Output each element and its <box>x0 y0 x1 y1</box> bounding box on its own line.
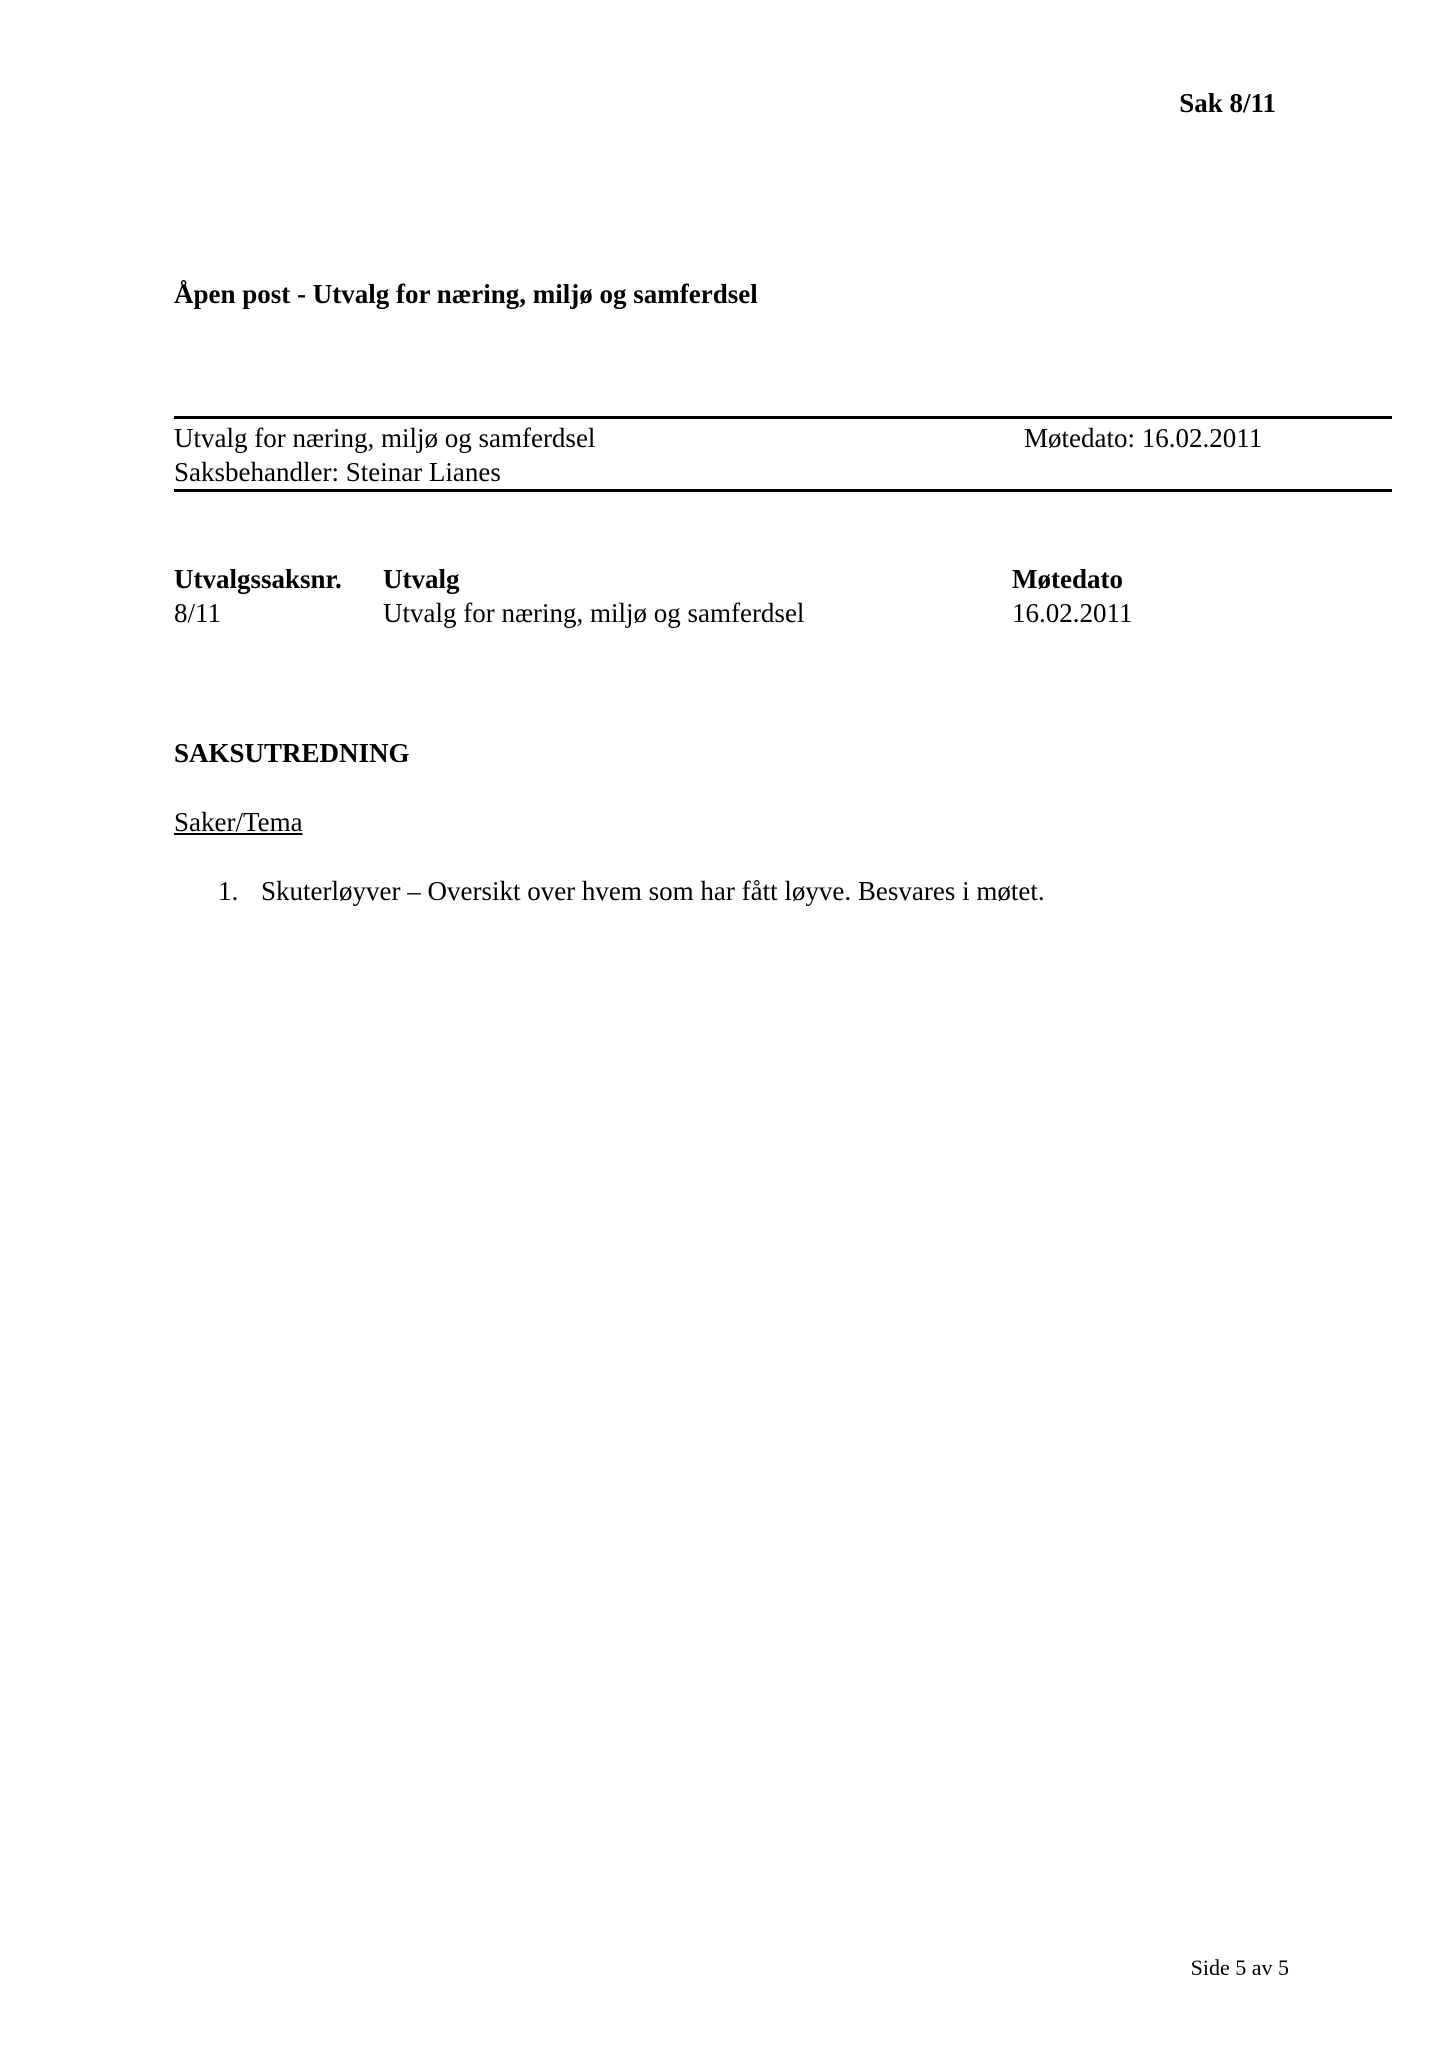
case-number: Sak 8/11 <box>1179 88 1276 118</box>
meta-meeting-date: Møtedato: 16.02.2011 <box>1024 423 1263 453</box>
list-item-text: Skuterløyver – Oversikt over hvem som har fått løyve. Besvares i møtet. <box>261 876 1045 906</box>
document-title: Åpen post - Utvalg for næring, miljø og samferdsel <box>174 279 758 309</box>
meta-committee: Utvalg for næring, miljø og samferdsel <box>174 423 596 453</box>
table-header-case-number: Utvalgssaksnr. <box>174 564 342 594</box>
section-subheading: Saker/Tema <box>174 807 303 837</box>
divider-top <box>174 416 1392 419</box>
section-heading: SAKSUTREDNING <box>174 738 410 768</box>
divider-bottom <box>174 489 1392 492</box>
table-header-committee: Utvalg <box>383 564 460 594</box>
meta-case-handler: Saksbehandler: Steinar Lianes <box>174 457 501 487</box>
table-cell-committee: Utvalg for næring, miljø og samferdsel <box>383 598 805 628</box>
table-header-meeting-date: Møtedato <box>1012 564 1123 594</box>
page-number: Side 5 av 5 <box>1190 1955 1289 1980</box>
table-cell-case-number: 8/11 <box>174 598 221 628</box>
list-item-number: 1. <box>218 876 239 906</box>
table-cell-meeting-date: 16.02.2011 <box>1012 598 1133 628</box>
